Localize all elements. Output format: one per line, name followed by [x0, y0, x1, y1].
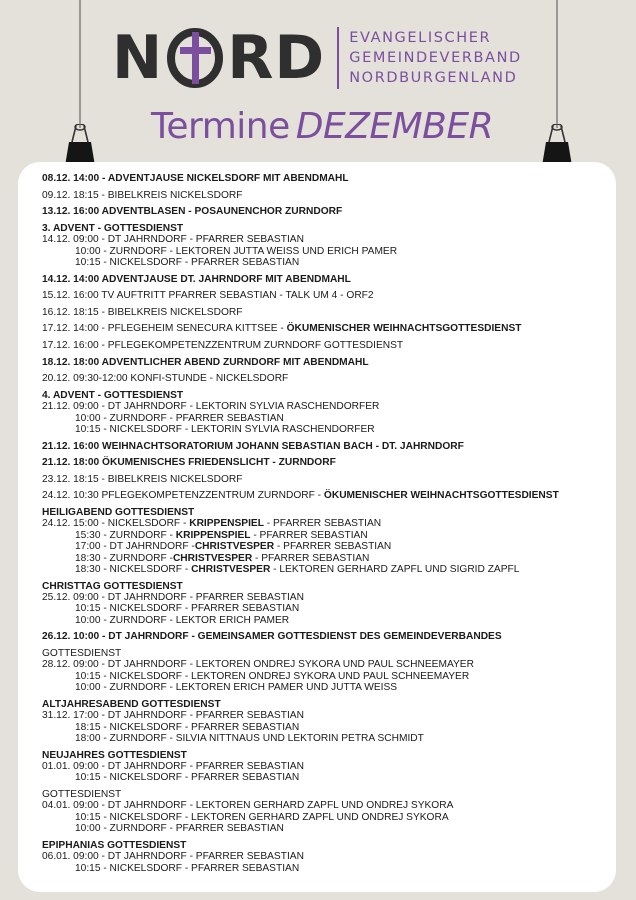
event-text: 15:30 - ZURNDORF - — [75, 529, 176, 541]
event-line: 26.12. 10:00 - DT JAHRNDORF - GEMEINSAMER GOTTESDIENST DES GEMEINDEVERBANDES — [42, 631, 502, 643]
event-text: - LEKTOREN GERHARD ZAPFL UND SIGRID ZAPFL — [270, 563, 520, 575]
event-text: - PFARRER SEBASTIAN — [263, 518, 382, 530]
event-text: 18:30 - ZURNDORF - — [75, 552, 173, 564]
event-line: 20.12. 09:30-12:00 KONFI-STUNDE - NICKELSDORF — [42, 373, 289, 385]
event-heading: 3. ADVENT - GOTTESDIENST — [42, 222, 184, 234]
event-line: 10:15 - NICKELSDORF - LEKTOREN GERHARD ZAPFL UND ONDREJ SYKORA — [75, 811, 449, 823]
event-text: 24.12. 15:00 - NICKELSDORF - — [42, 518, 190, 530]
event-item — [42, 789, 602, 835]
event-line — [42, 553, 602, 564]
event-emphasis: CHRISTVESPER — [191, 563, 271, 575]
event-line: 10:15 - NICKELSDORF - PFARRER SEBASTIAN — [75, 772, 300, 784]
event-line: 09.12. 18:15 - BIBELKREIS NICKELSDORF — [42, 189, 243, 201]
event-item — [42, 340, 602, 351]
event-emphasis: CHRISTVESPER — [194, 541, 275, 553]
event-heading: GOTTESDIENST — [42, 789, 122, 800]
event-item — [42, 699, 602, 745]
event-line: 04.01. 09:00 - DT JAHRNDORF - LEKTOREN GERHARD ZAPFL UND ONDREJ SYKORA — [42, 800, 454, 812]
event-text: - PFARRER SEBASTIAN — [252, 552, 370, 564]
event-item — [42, 357, 602, 368]
event-item — [42, 631, 602, 642]
event-line: 18:00 - ZURNDORF - SILVIA NITTNAUS UND LEKTORIN PETRA SCHMIDT — [75, 733, 424, 744]
logo-organization — [349, 28, 522, 88]
event-line — [42, 564, 602, 575]
binder-clip-left-icon — [63, 124, 97, 166]
event-line: 21.12. 09:00 - DT JAHRNDORF - LEKTORIN SYLVIA RASCHENDORFER — [42, 401, 380, 413]
event-line: 18.12. 18:00 ADVENTLICHER ABEND ZURNDORF MIT ABENDMAHL — [42, 356, 369, 368]
event-heading: HEILIGABEND GOTTESDIENST — [42, 506, 195, 518]
event-line: 23.12. 18:15 - BIBELKREIS NICKELSDORF — [42, 473, 243, 485]
event-line: 14.12. 14:00 ADVENTJAUSE DT. JAHRNDORF MIT ABENDMAHL — [42, 273, 351, 285]
event-heading: GOTTESDIENST — [42, 647, 122, 659]
logo-wordmark: N RD — [112, 23, 326, 93]
event-item — [42, 323, 602, 334]
event-line — [42, 323, 602, 334]
org-line-2: GEMEINDEVERBAND — [349, 50, 522, 66]
event-text: 17.12. 14:00 - PFLEGEHEIM SENECURA KITTSEE - — [42, 323, 287, 335]
event-text: 24.12. 10:30 PFLEGEKOMPETENZZENTRUM ZURNDORF - — [42, 490, 324, 502]
event-line: 21.12. 18:00 ÖKUMENISCHES FRIEDENSLICHT - ZURNDORF — [42, 457, 336, 469]
event-heading: ALTJAHRESABEND GOTTESDIENST — [42, 698, 221, 710]
logo-divider — [337, 27, 339, 89]
event-line — [42, 518, 602, 529]
event-heading: EPIPHANIAS GOTTESDIENST — [42, 839, 187, 851]
event-item — [42, 457, 602, 468]
logo-cross-o-icon — [165, 28, 225, 88]
event-item — [42, 648, 602, 694]
event-line: 21.12. 16:00 WEIHNACHTSORATORIUM JOHANN SEBASTIAN BACH - DT. JAHRNDORF — [42, 440, 464, 452]
org-line-3: NORDBURGENLAND — [349, 70, 518, 86]
event-item — [42, 750, 602, 784]
event-line: 10:00 - ZURNDORF - PFARRER SEBASTIAN — [75, 412, 284, 424]
event-item — [42, 581, 602, 627]
event-line — [42, 541, 602, 552]
nord-logo — [112, 22, 522, 94]
event-item — [42, 173, 602, 184]
org-line-1: EVANGELISCHER — [349, 30, 492, 46]
event-emphasis: ÖKUMENISCHER WEIHNACHTSGOTTESDIENST — [286, 323, 522, 335]
event-line: 16.12. 18:15 - BIBELKREIS NICKELSDORF — [42, 306, 243, 318]
event-line: 10:15 - NICKELSDORF - PFARRER SEBASTIAN — [75, 257, 300, 268]
event-item — [42, 507, 602, 575]
event-line: 28.12. 09:00 - DT JAHRNDORF - LEKTOREN ONDREJ SYKORA UND PAUL SCHNEEMAYER — [42, 659, 474, 671]
event-item — [42, 274, 602, 285]
event-line: 10:15 - NICKELSDORF - LEKTORIN SYLVIA RASCHENDORFER — [75, 423, 375, 435]
event-item — [42, 373, 602, 384]
event-line: 01.01. 09:00 - DT JAHRNDORF - PFARRER SEBASTIAN — [42, 761, 304, 772]
page-title — [151, 106, 493, 147]
event-heading: NEUJAHRES GOTTESDIENST — [42, 749, 187, 761]
event-emphasis: CHRISTVESPER — [172, 552, 253, 564]
event-emphasis: ÖKUMENISCHER WEIHNACHTSGOTTESDIENST — [323, 490, 559, 502]
event-emphasis: KRIPPENSPIEL — [175, 529, 251, 541]
event-line: 10:00 - ZURNDORF - LEKTOR ERICH PAMER — [75, 614, 290, 626]
event-line: 31.12. 17:00 - DT JAHRNDORF - PFARRER SEBASTIAN — [42, 710, 304, 722]
event-heading: 4. ADVENT - GOTTESDIENST — [42, 389, 184, 401]
event-line: 25.12. 09:00 - DT JAHRNDORF - PFARRER SEBASTIAN — [42, 591, 304, 603]
event-item — [42, 190, 602, 201]
event-line: 10:00 - ZURNDORF - PFARRER SEBASTIAN — [75, 823, 284, 835]
event-item — [42, 290, 602, 301]
event-line: 18:15 - NICKELSDORF - PFARRER SEBASTIAN — [75, 721, 300, 733]
event-line: 15.12. 16:00 TV AUFTRITT PFARRER SEBASTIAN - TALK UM 4 - ORF2 — [42, 290, 374, 302]
event-item — [42, 441, 602, 452]
event-line: 14.12. 09:00 - DT JAHRNDORF - PFARRER SEBASTIAN — [42, 234, 304, 246]
event-line: 13.12. 16:00 ADVENTBLASEN - POSAUNENCHOR ZURNDORF — [42, 206, 343, 218]
event-line — [42, 490, 602, 501]
event-line: 10:00 - ZURNDORF - LEKTOREN ERICH PAMER UND JUTTA WEISS — [75, 682, 398, 694]
title-word: Termine — [151, 106, 290, 147]
event-line: 06.01. 09:00 - DT JAHRNDORF - PFARRER SEBASTIAN — [42, 851, 304, 863]
hanging-string-right — [556, 0, 558, 128]
event-line: 10:00 - ZURNDORF - LEKTOREN JUTTA WEISS UND ERICH PAMER — [75, 245, 398, 257]
event-text: 17:00 - DT JAHRNDORF - — [75, 541, 195, 553]
event-item — [42, 390, 602, 436]
event-line: 17.12. 16:00 - PFLEGEKOMPETENZZENTRUM ZURNDORF GOTTESDIENST — [42, 339, 404, 351]
event-line: 10:15 - NICKELSDORF - PFARRER SEBASTIAN — [75, 603, 300, 615]
event-heading: CHRISTTAG GOTTESDIENST — [42, 580, 183, 592]
event-item — [42, 223, 602, 269]
binder-clip-right-icon — [540, 124, 574, 166]
event-item — [42, 840, 602, 874]
event-item — [42, 206, 602, 217]
event-text: - PFARRER SEBASTIAN — [250, 529, 368, 541]
event-list — [42, 173, 602, 879]
title-month: DEZEMBER — [295, 106, 494, 147]
hanging-string-left — [79, 0, 81, 128]
event-item — [42, 490, 602, 501]
event-emphasis: KRIPPENSPIEL — [189, 518, 264, 530]
event-line: 10:15 - NICKELSDORF - PFARRER SEBASTIAN — [75, 862, 300, 874]
event-text: - PFARRER SEBASTIAN — [274, 541, 392, 553]
event-line — [42, 530, 602, 541]
event-item — [42, 307, 602, 318]
event-line: 10:15 - NICKELSDORF - LEKTOREN ONDREJ SYKORA UND PAUL SCHNEEMAYER — [75, 670, 470, 682]
event-item — [42, 474, 602, 485]
event-text: 18:30 - NICKELSDORF - — [75, 563, 192, 575]
event-line: 08.12. 14:00 - ADVENTJAUSE NICKELSDORF MIT ABENDMAHL — [42, 173, 349, 184]
